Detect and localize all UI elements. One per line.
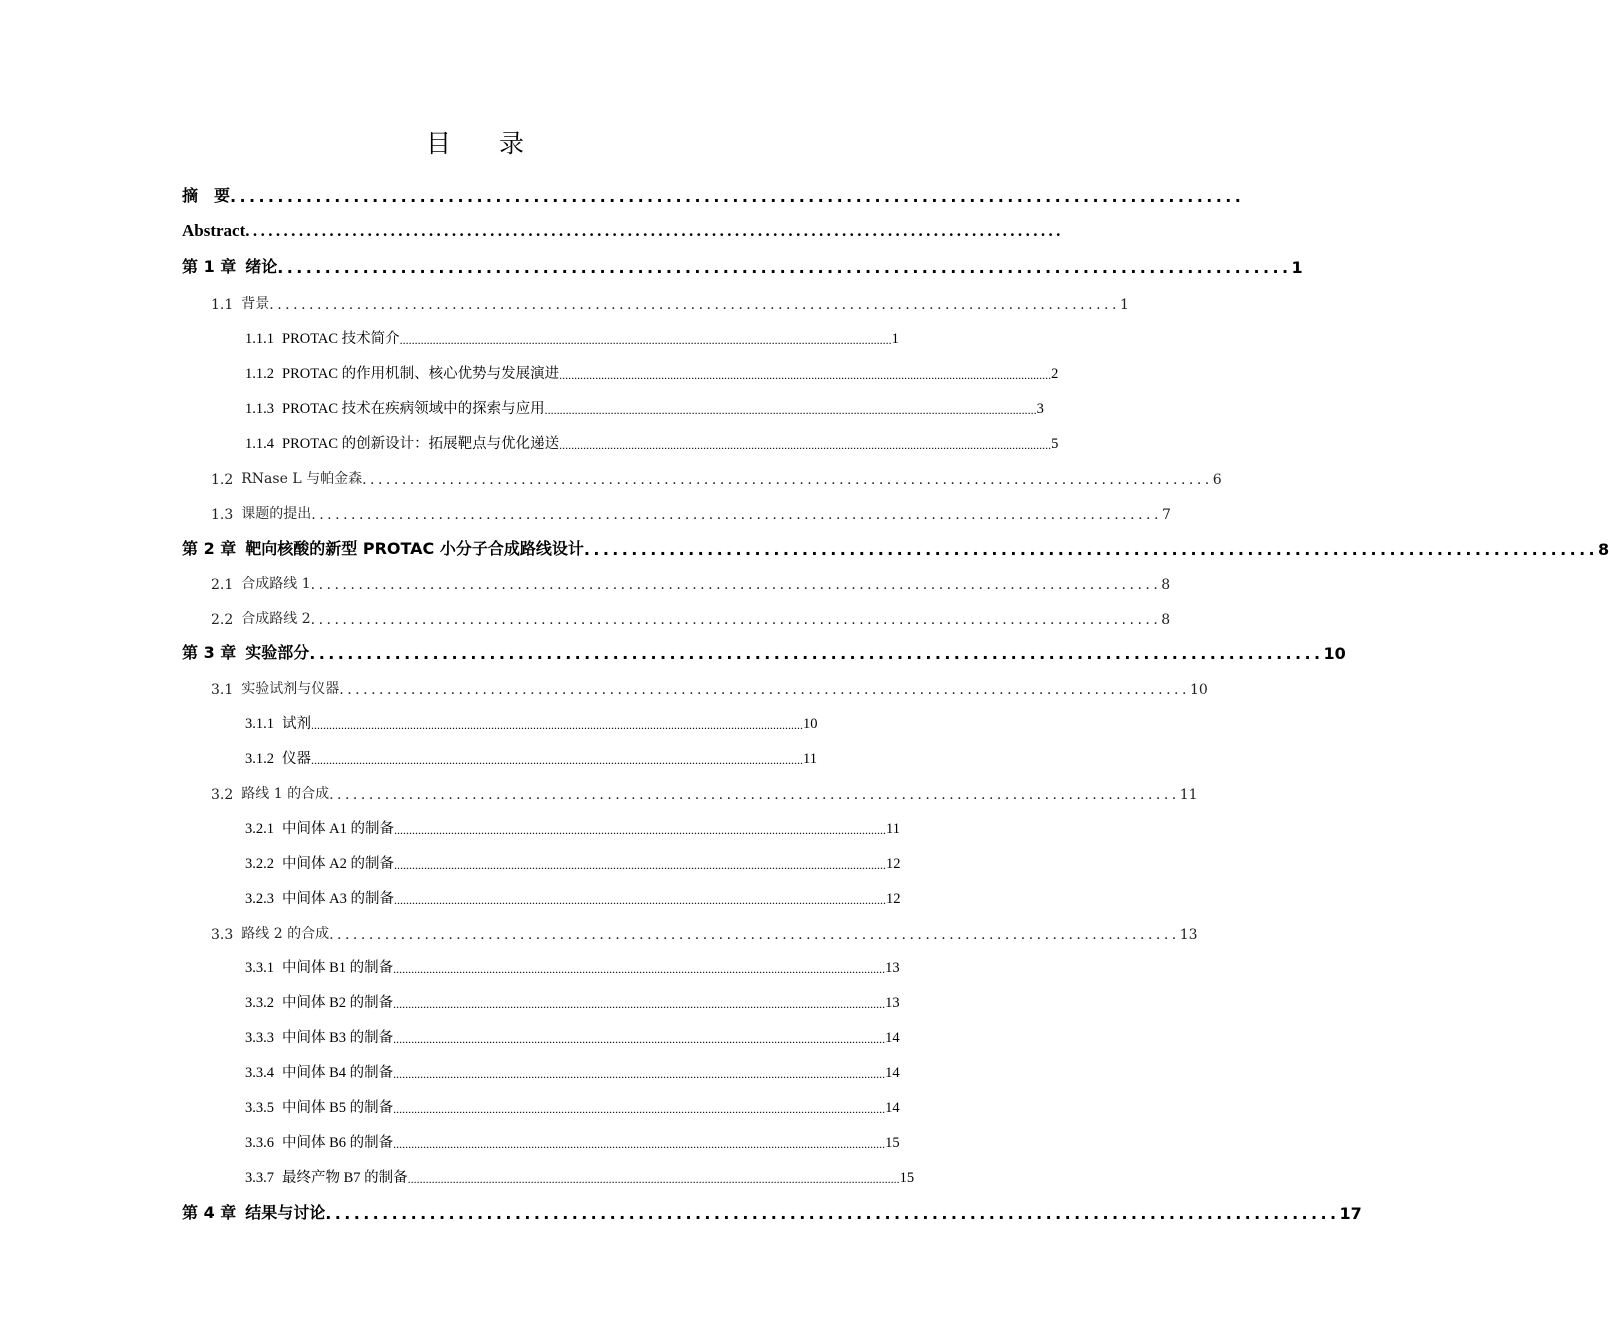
toc-chapter-2[interactable] [182, 533, 1609, 559]
toc-label: Abstract [182, 221, 246, 240]
toc-number: 3.2.1 [245, 821, 274, 837]
toc-label: PROTAC 技术简介 [282, 331, 400, 347]
toc-page: 10 [803, 716, 818, 732]
toc-page: 15 [899, 1170, 915, 1186]
toc-label: 实验试剂与仪器 [241, 681, 340, 697]
dot-leader: ........................................................................................................... [310, 577, 1162, 593]
toc-label: 最终产物 B7 的制备 [282, 1170, 408, 1186]
toc-number: 3.3.4 [245, 1065, 274, 1081]
toc-section-1-3[interactable] [211, 497, 1171, 523]
toc-page: 10 [1189, 682, 1208, 698]
toc-page: 11 [885, 821, 900, 837]
toc-subsection-3-2-1[interactable] [245, 812, 900, 838]
toc-number: 3.2 [211, 787, 234, 803]
toc-label: 试剂 [282, 716, 311, 732]
dot-leader: ........................................................................................................... [277, 258, 1292, 277]
toc-entry-abstract-en[interactable] [182, 215, 1064, 241]
dot-leader: .................................................................................................................................................................... [544, 403, 1037, 417]
toc-number: 3.3.3 [245, 1030, 274, 1046]
toc-chapter-4[interactable] [182, 1197, 1362, 1223]
toc-label: 结果与讨论 [245, 1203, 326, 1222]
toc-section-1-2[interactable] [211, 462, 1222, 488]
toc-label: 中间体 A2 的制备 [282, 856, 394, 872]
toc-label: 路线 1 的合成 [241, 786, 330, 802]
dot-leader: .................................................................................................................................................................... [311, 718, 803, 732]
toc-section-1-1[interactable] [211, 287, 1129, 313]
toc-page: 14 [885, 1030, 900, 1046]
toc-number: 第 1 章 [182, 257, 237, 276]
dot-leader: ........................................................................................................... [325, 1204, 1340, 1223]
dot-leader: ........................................................................................................... [362, 472, 1213, 488]
toc-subsection-1-1-2[interactable] [245, 357, 1059, 383]
toc-page: 11 [1179, 787, 1198, 803]
toc-label: PROTAC 的创新设计：拓展靶点与优化递送 [282, 436, 560, 452]
toc-chapter-1[interactable] [182, 251, 1303, 277]
toc-number: 3.3.5 [245, 1100, 274, 1116]
toc-section-3-2[interactable] [211, 777, 1198, 803]
dot-leader: ........................................................................................................... [310, 612, 1162, 628]
toc-subsection-3-2-2[interactable] [245, 847, 901, 873]
toc-label: 中间体 B1 的制备 [282, 960, 394, 976]
toc-label: RNase L 与帕金森 [241, 471, 363, 487]
toc-section-3-1[interactable] [211, 672, 1208, 698]
toc-page: 3 [1036, 401, 1044, 417]
toc-page: 10 [1323, 644, 1346, 663]
toc-number: 第 4 章 [182, 1203, 237, 1222]
toc-page: 6 [1212, 472, 1222, 488]
toc-number: 1.1.2 [245, 366, 274, 382]
toc-page: 11 [803, 751, 817, 767]
toc-chapter-3[interactable] [182, 637, 1346, 663]
toc-label: 仪器 [282, 751, 311, 767]
toc-label: 合成路线 1 [241, 576, 311, 592]
toc-label: 靶向核酸的新型 PROTAC 小分子合成路线设计 [245, 539, 584, 558]
dot-leader: ........................................................................................................... [269, 297, 1120, 313]
toc-page: 1 [891, 331, 899, 347]
toc-number: 3.1.1 [245, 716, 274, 732]
dot-leader: .................................................................................................................................................................... [393, 997, 886, 1011]
dot-leader: .................................................................................................................................................................... [393, 1102, 886, 1116]
toc-label: 绪论 [245, 257, 278, 276]
toc-page: 14 [885, 1065, 900, 1081]
toc-page: 14 [885, 1100, 900, 1116]
toc-page: 17 [1339, 1204, 1362, 1223]
dot-leader: ........................................................................................................... [339, 682, 1190, 698]
toc-subsection-3-2-3[interactable] [245, 882, 901, 908]
dot-leader: .................................................................................................................................................................... [559, 438, 1052, 452]
toc-label: 中间体 B3 的制备 [282, 1030, 394, 1046]
toc-number: 3.3.1 [245, 960, 274, 976]
toc-subsection-3-3-4[interactable] [245, 1056, 900, 1082]
toc-number: 3.3 [211, 927, 234, 943]
toc-subsection-1-1-4[interactable] [245, 427, 1059, 453]
toc-subsection-3-3-1[interactable] [245, 951, 900, 977]
toc-page: 13 [885, 960, 900, 976]
toc-page: 2 [1051, 366, 1059, 382]
dot-leader: ........................................................................................................... [311, 507, 1162, 523]
toc-label: 中间体 B6 的制备 [282, 1135, 394, 1151]
dot-leader: .................................................................................................................................................................... [393, 893, 886, 907]
toc-label: 中间体 B2 的制备 [282, 995, 394, 1011]
dot-leader: ........................................................................................................... [329, 927, 1180, 943]
dot-leader: .................................................................................................................................................................... [559, 368, 1052, 382]
toc-subsection-1-1-3[interactable] [245, 392, 1044, 418]
toc-number: 3.2.3 [245, 891, 274, 907]
toc-subsection-3-1-2[interactable] [245, 742, 817, 768]
toc-subsection-3-3-3[interactable] [245, 1021, 900, 1047]
toc-page: 12 [885, 891, 901, 907]
dot-leader: ........................................................................................................... [583, 540, 1599, 559]
toc-number: 3.3.7 [245, 1170, 274, 1186]
toc-label: 中间体 B5 的制备 [282, 1100, 394, 1116]
dot-leader: ........................................................................................................... [230, 187, 1245, 206]
dot-leader: .................................................................................................................................................................... [399, 333, 892, 347]
toc-entry-abstract-cn[interactable] [182, 180, 1245, 206]
toc-page: 1 [1291, 258, 1303, 277]
dot-leader: ........................................................................................................... [309, 644, 1324, 663]
toc-number: 2.2 [211, 612, 234, 628]
toc-number: 3.2.2 [245, 856, 274, 872]
toc-label: 摘 要 [182, 186, 231, 205]
toc-subsection-3-3-5[interactable] [245, 1091, 900, 1117]
toc-number: 3.3.2 [245, 995, 274, 1011]
toc-subsection-3-3-7[interactable] [245, 1161, 915, 1187]
toc-subsection-3-1-1[interactable] [245, 707, 818, 733]
toc-number: 1.1.4 [245, 436, 274, 452]
toc-page: 12 [885, 856, 901, 872]
toc-page: 13 [1179, 927, 1198, 943]
toc-number: 1.1 [211, 297, 234, 313]
toc-number: 3.1 [211, 682, 234, 698]
dot-leader: ........................................................................................................... [329, 787, 1180, 803]
toc-section-2-1[interactable] [211, 567, 1171, 593]
dot-leader: .................................................................................................................................................................... [393, 1137, 886, 1151]
toc-subsection-3-3-6[interactable] [245, 1126, 900, 1152]
page-title: 目 录 [426, 129, 544, 158]
toc-number: 第 2 章 [182, 539, 237, 558]
toc-number: 1.2 [211, 472, 234, 488]
toc-label: 路线 2 的合成 [241, 926, 330, 942]
dot-leader: ........................................................................................................... [245, 221, 1064, 240]
toc-label: 中间体 B4 的制备 [282, 1065, 394, 1081]
toc-number: 3.1.2 [245, 751, 274, 767]
dot-leader: .................................................................................................................................................................... [311, 753, 803, 767]
toc-number: 1.1.1 [245, 331, 274, 347]
toc-subsection-3-3-2[interactable] [245, 986, 900, 1012]
toc-number: 第 3 章 [182, 643, 237, 662]
toc-page: 5 [1051, 436, 1059, 452]
toc-page: 15 [885, 1135, 900, 1151]
toc-section-3-3[interactable] [211, 917, 1198, 943]
dot-leader: .................................................................................................................................................................... [393, 1032, 886, 1046]
toc-number: 1.3 [211, 507, 234, 523]
toc-page: 1 [1119, 297, 1129, 313]
toc-page: 8 [1161, 612, 1171, 628]
toc-label: 背景 [241, 296, 270, 312]
toc-label: 中间体 A3 的制备 [282, 891, 394, 907]
toc-number: 3.3.6 [245, 1135, 274, 1151]
toc-page: 8 [1598, 540, 1609, 559]
dot-leader: .................................................................................................................................................................... [407, 1172, 900, 1186]
toc-page: 13 [885, 995, 900, 1011]
toc-label: 实验部分 [245, 643, 310, 662]
toc-number: 2.1 [211, 577, 234, 593]
toc-label: 课题的提出 [241, 506, 312, 522]
toc-label: PROTAC 技术在疾病领域中的探索与应用 [282, 401, 545, 417]
toc-subsection-1-1-1[interactable] [245, 322, 899, 348]
dot-leader: .................................................................................................................................................................... [393, 1067, 886, 1081]
toc-label: 合成路线 2 [241, 611, 311, 627]
toc-page: 8 [1161, 577, 1171, 593]
dot-leader: .................................................................................................................................................................... [393, 858, 886, 872]
toc-label: PROTAC 的作用机制、核心优势与发展演进 [282, 366, 560, 382]
toc-page: 7 [1161, 507, 1171, 523]
toc-section-2-2[interactable] [211, 602, 1171, 628]
dot-leader: .................................................................................................................................................................... [393, 962, 886, 976]
toc-number: 1.1.3 [245, 401, 274, 417]
toc-label: 中间体 A1 的制备 [282, 821, 394, 837]
dot-leader: .................................................................................................................................................................... [393, 823, 886, 837]
